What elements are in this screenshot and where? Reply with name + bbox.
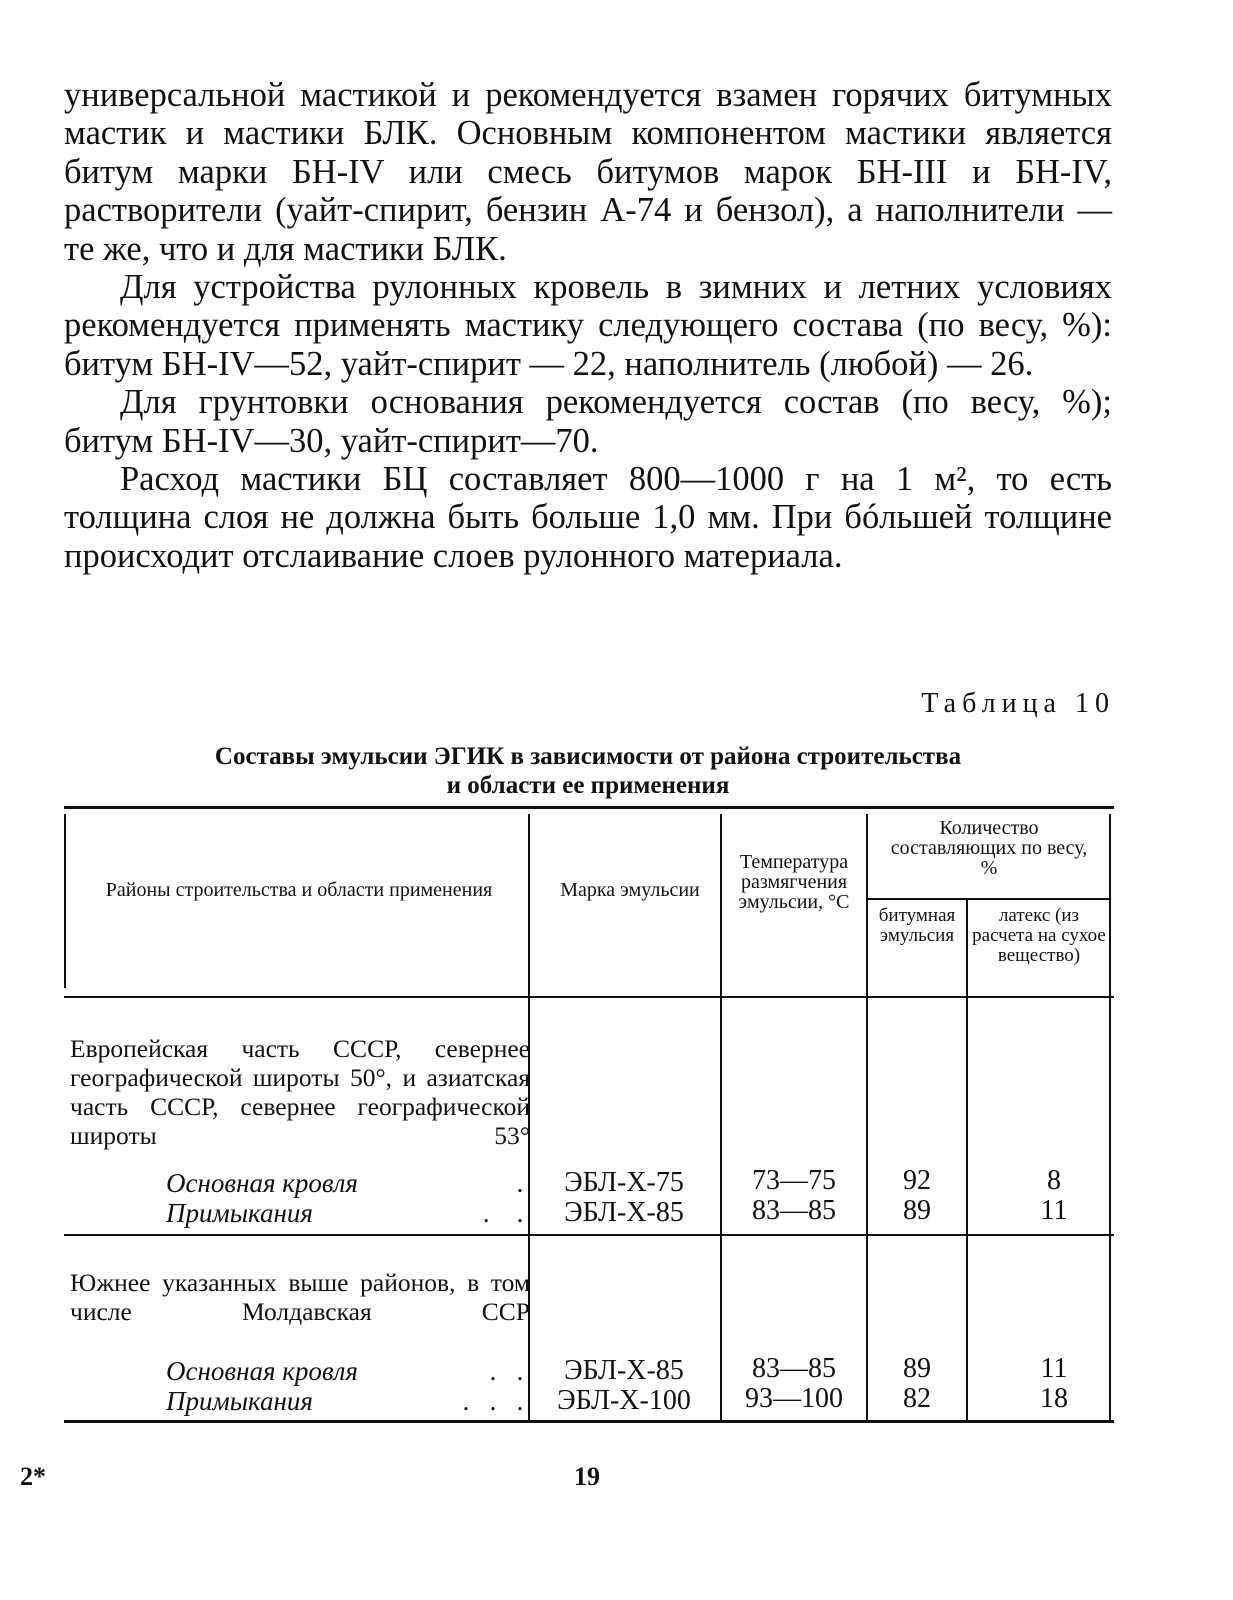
header-amount: Количество составляющих по весу, % bbox=[890, 817, 1088, 879]
leader-dots: . bbox=[517, 1168, 524, 1198]
header-region: Районы строительства и области применения bbox=[105, 879, 493, 901]
row-name-text: Примыкания bbox=[166, 1198, 313, 1228]
paragraph-4: Расход мастики БЦ составляет 800—1000 г на 1 м², то есть толщина слоя не должна быть больше 1,0 мм. При бóльшей толщине происходит отслаивание слоев рулонного материала. bbox=[64, 460, 1112, 575]
column-line-2 bbox=[720, 814, 722, 1420]
header-bottom-rule bbox=[64, 996, 1114, 998]
column-line-3 bbox=[866, 814, 868, 1420]
group-2-row-1-brand: ЭБЛ-Х-85 bbox=[564, 1355, 684, 1386]
table-title bbox=[64, 742, 1112, 800]
header-left-line bbox=[64, 814, 66, 988]
group-2-row-1-latex: 11 bbox=[1040, 1353, 1068, 1384]
group-2-row-1-temp: 83—85 bbox=[752, 1353, 836, 1384]
header-brand: Марка эмульсии bbox=[560, 879, 700, 901]
paragraph-3: Для грунтовки основания рекомендуется состав (по весу, %); битум БН-IV—30, уайт-спирит—70. bbox=[64, 383, 1112, 460]
page-number: 19 bbox=[574, 1462, 600, 1491]
row-name-text: Основная кровля bbox=[166, 1356, 358, 1386]
column-line-4 bbox=[966, 900, 968, 1420]
group-2-region: Южнее указанных выше районов, в том числе Молдавская ССР bbox=[70, 1268, 530, 1326]
table-top-rule bbox=[64, 806, 1114, 809]
group-1-row-2-name bbox=[166, 1198, 524, 1228]
group-2-row-2-name bbox=[166, 1386, 524, 1416]
group-1-row-1-brand: ЭБЛ-Х-75 bbox=[564, 1167, 684, 1198]
group-1-row-2-temp: 83—85 bbox=[752, 1195, 836, 1226]
row-name-text: Примыкания bbox=[166, 1386, 313, 1416]
signature-mark: 2* bbox=[20, 1462, 46, 1491]
group-1-row-1-name bbox=[166, 1168, 524, 1198]
group-separator-rule bbox=[64, 1234, 1114, 1236]
group-1-row-1-latex: 8 bbox=[1047, 1165, 1061, 1196]
group-2-row-2-bitumen: 82 bbox=[903, 1383, 931, 1414]
leader-dots: . . . bbox=[463, 1386, 524, 1416]
group-1-region: Европейская часть СССР, севернее географической широты 50°, и азиатская часть СССР, севернее географической широты 53° bbox=[70, 1034, 530, 1150]
table-title-line-1: Составы эмульсии ЭГИК в зависимости от района строительства bbox=[214, 743, 962, 770]
group-1-row-2-brand: ЭБЛ-Х-85 bbox=[564, 1197, 684, 1228]
group-2-row-1-bitumen: 89 bbox=[903, 1353, 931, 1384]
header-bitumen: битумная эмульсия bbox=[878, 905, 956, 946]
header-right-line bbox=[1109, 814, 1111, 1420]
body-text bbox=[64, 76, 1112, 575]
leader-dots: . . bbox=[483, 1198, 524, 1228]
header-latex: латекс (из расчета на сухое вещество) bbox=[972, 905, 1106, 966]
amount-subheader-rule bbox=[868, 898, 1110, 900]
group-2-row-2-temp: 93—100 bbox=[745, 1383, 843, 1414]
header-temp: Температура размягчения эмульсии, °С bbox=[738, 851, 850, 913]
table-label: Таблица 10 bbox=[921, 688, 1115, 719]
table-title-line-2: и области ее применения bbox=[446, 772, 730, 799]
group-2-row-1-name bbox=[166, 1356, 524, 1386]
row-name-text: Основная кровля bbox=[166, 1168, 358, 1198]
group-1-row-1-temp: 73—75 bbox=[752, 1165, 836, 1196]
group-1-row-1-bitumen: 92 bbox=[903, 1165, 931, 1196]
paragraph-1: универсальной мастикой и рекомендуется взамен горячих битумных мастик и мастики БЛК. Основным компонентом мастики является битум марки БН-IV или смесь битумов марок БН-III и БН-IV, растворители (уайт-спирит, бензин А-74 и бензол), а наполнители — те же, что и для мастики БЛК. bbox=[64, 76, 1112, 268]
group-2-row-2-latex: 18 bbox=[1040, 1383, 1068, 1414]
leader-dots: . . bbox=[490, 1356, 524, 1386]
group-1-row-2-bitumen: 89 bbox=[903, 1195, 931, 1226]
paragraph-2: Для устройства рулонных кровель в зимних и летних условиях рекомендуется применять мастику следующего состава (по весу, %): битум БН-IV—52, уайт-спирит — 22, наполнитель (любой) — 26. bbox=[64, 268, 1112, 383]
table-bottom-rule bbox=[64, 1420, 1114, 1423]
group-1-row-2-latex: 11 bbox=[1040, 1195, 1068, 1226]
group-2-row-2-brand: ЭБЛ-Х-100 bbox=[557, 1385, 691, 1416]
